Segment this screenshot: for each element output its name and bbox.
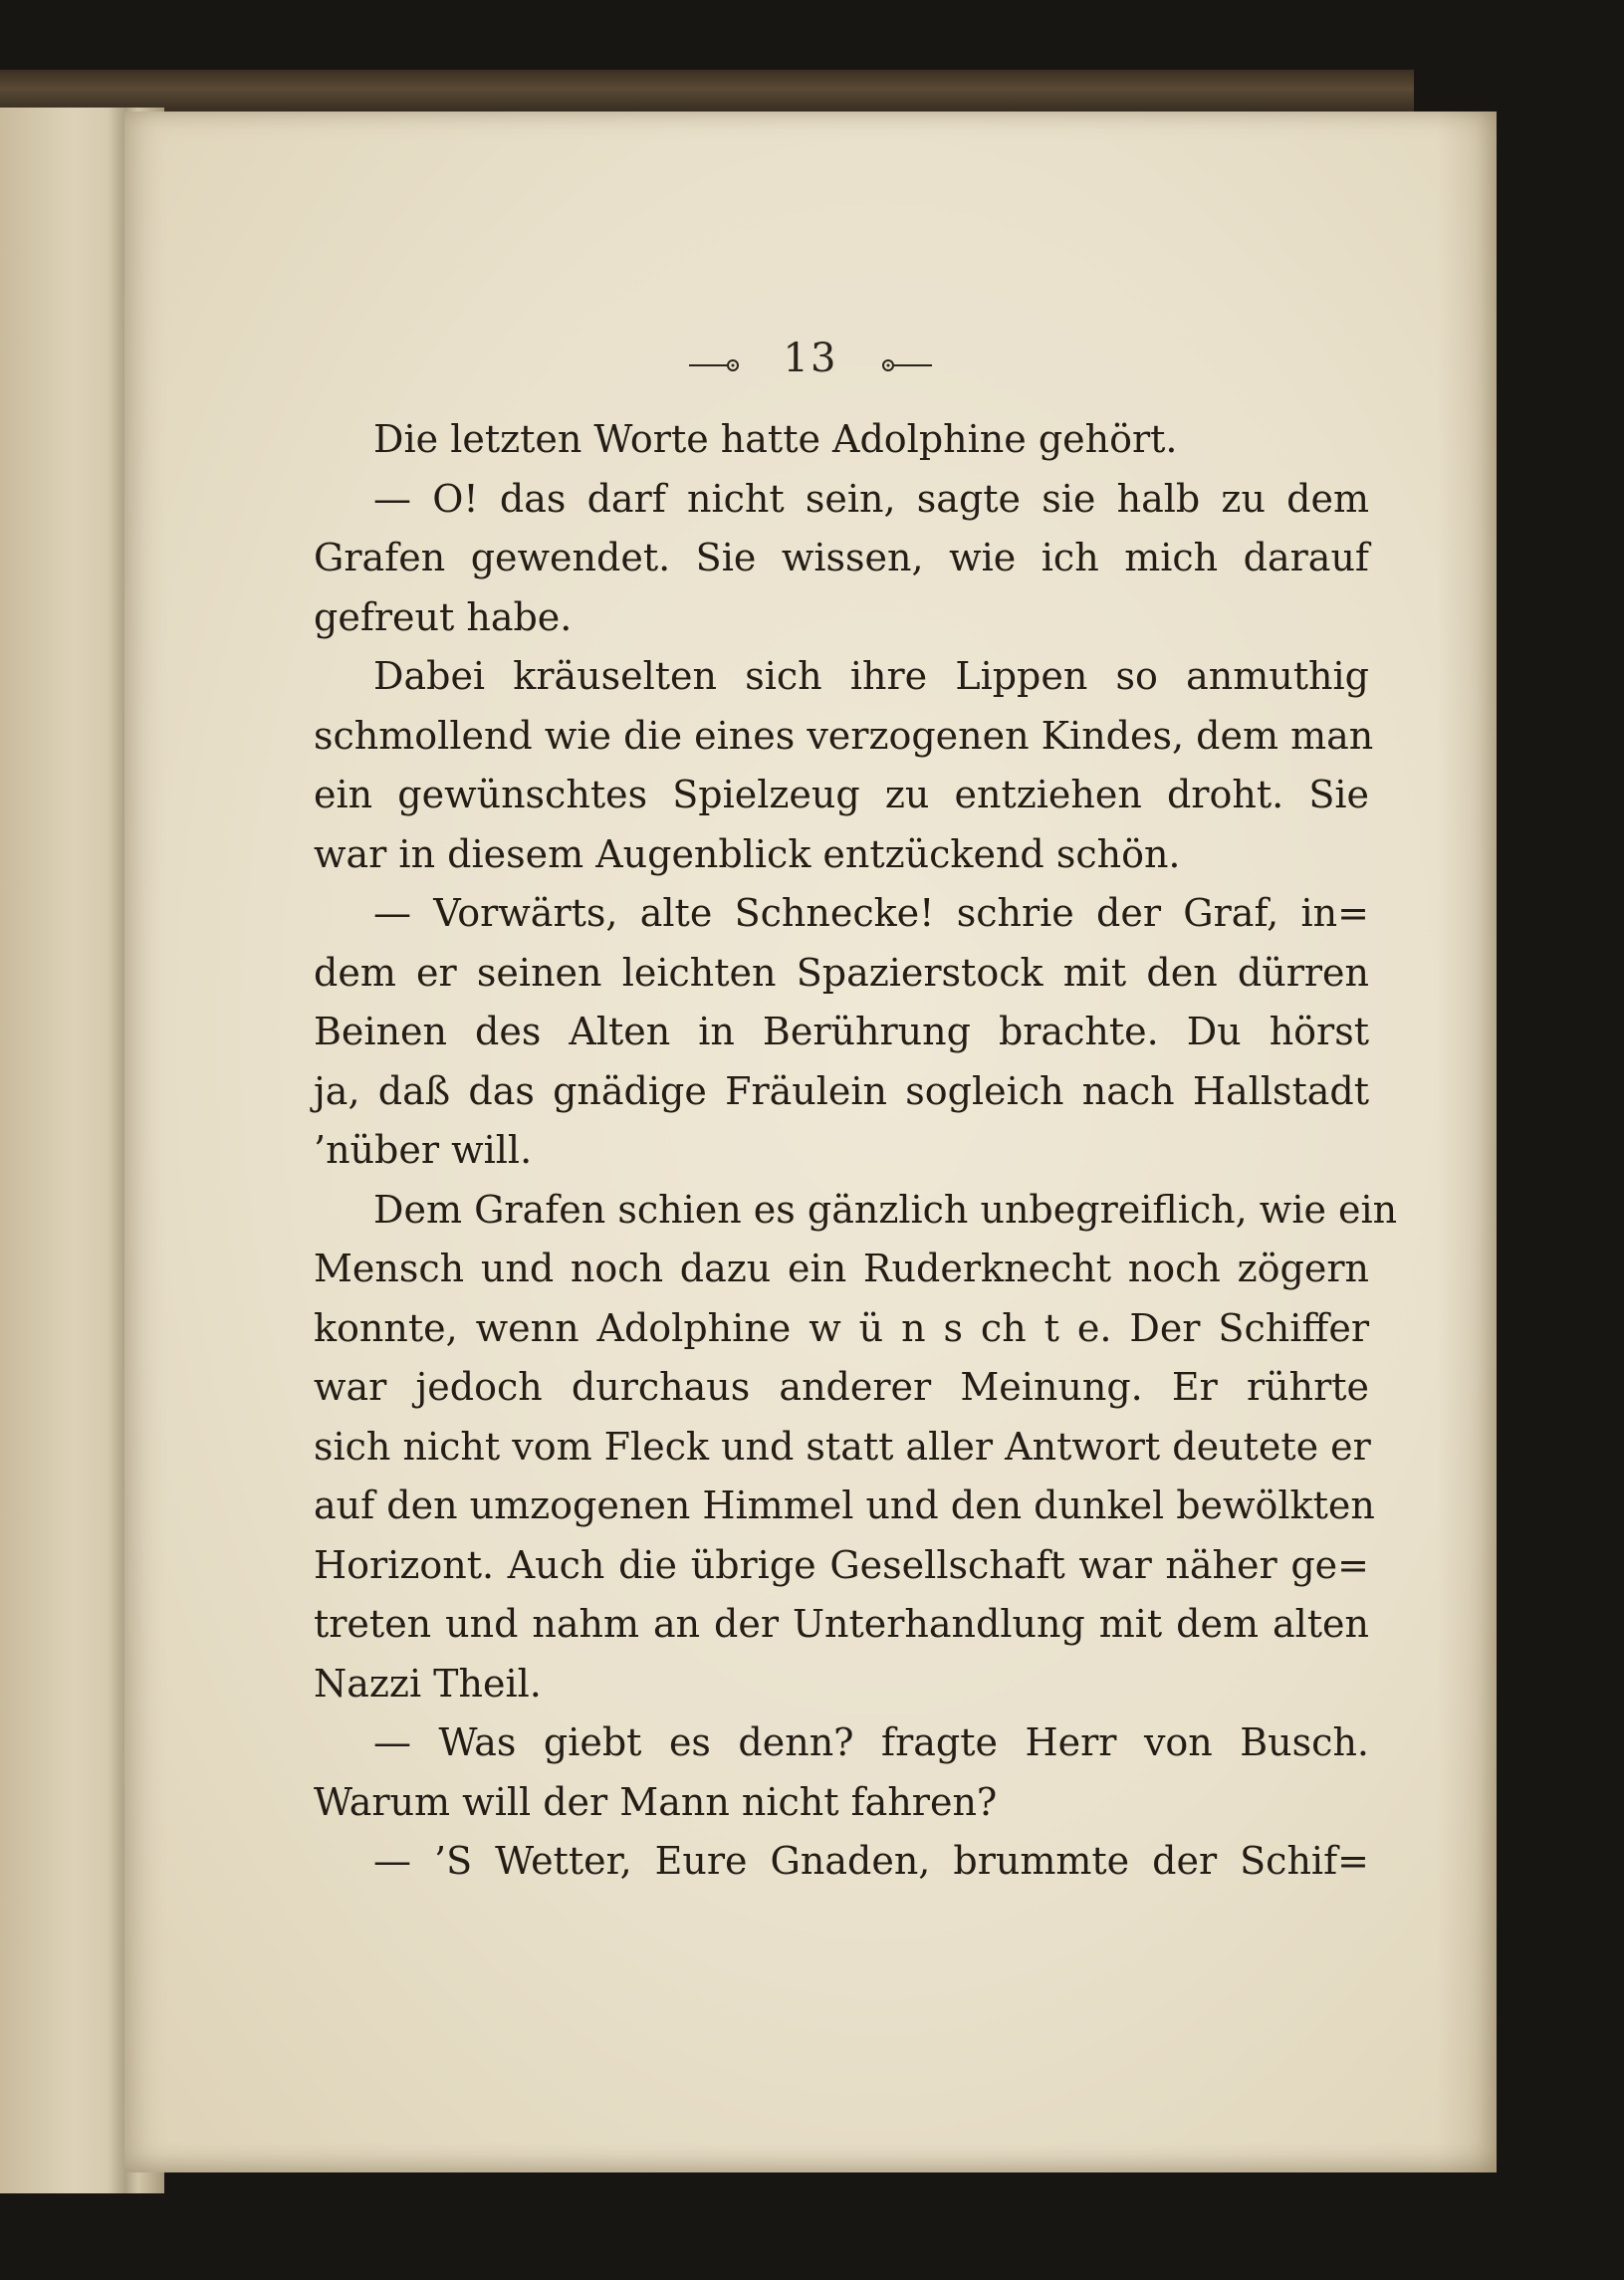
text-line: — ’S Wetter, Eure Gnaden, brummte der Schif= (373, 1839, 1369, 1883)
ornament-left-icon (687, 339, 743, 384)
text-line: Horizont. Auch die übrige Gesellschaft war näher ge= (314, 1542, 1369, 1587)
text-line: Dabei kräuselten sich ihre Lippen so anmuthig (373, 654, 1369, 698)
page-edge-shade (1437, 112, 1497, 2172)
text-line: — Was giebt es denn? fragte Herr von Busch. (373, 1720, 1369, 1764)
text-line: Dem Grafen schien es gänzlich unbegreiflich, wie ein (373, 1187, 1398, 1232)
text-line: konnte, wenn Adolphine w ü n s ch t e. Der Schiffer (314, 1305, 1369, 1350)
text-line: Nazzi Theil. (314, 1661, 542, 1706)
text-line: treten und nahm an der Unterhandlung mit dem alten (314, 1602, 1369, 1646)
text-line: ein gewünschtes Spielzeug zu entziehen droht. Sie (314, 773, 1369, 816)
text-line: war jedoch durchaus anderer Meinung. Er rührte (314, 1365, 1369, 1409)
text-line: Die letzten Worte hatte Adolphine gehört. (373, 417, 1178, 461)
book-page (124, 112, 1497, 2172)
ornament-right-icon (878, 339, 934, 384)
text-line: schmollend wie die eines verzogenen Kindes, dem man (314, 713, 1374, 758)
text-line: Warum will der Mann nicht fahren? (314, 1779, 998, 1824)
book-cover-top-edge (0, 70, 1414, 117)
page-body-text (314, 410, 1398, 1892)
page-header (124, 336, 1497, 384)
text-line: gefreut habe. (314, 594, 573, 639)
text-line: auf den umzogenen Himmel und den dunkel bewölkten (314, 1483, 1375, 1527)
text-line: sich nicht vom Fleck und statt aller Antwort deutete er (314, 1424, 1371, 1469)
text-line: Grafen gewendet. Sie wissen, wie ich mich darauf (314, 536, 1369, 579)
text-line: Beinen des Alten in Berührung brachte. Du hörst (314, 1010, 1369, 1053)
text-line: dem er seinen leichten Spazierstock mit den dürren (314, 950, 1369, 995)
text-line: Mensch und noch dazu ein Ruderknecht noch zögern (314, 1247, 1369, 1290)
text-line: — O! das darf nicht sein, sagte sie halb zu dem (373, 476, 1369, 521)
text-line: ja, daß das gnädige Fräulein sogleich nach Hallstadt (314, 1068, 1369, 1113)
text-line: — Vorwärts, alte Schnecke! schrie der Graf, in= (373, 891, 1369, 935)
page-number: 13 (783, 336, 838, 381)
text-line: war in diesem Augenblick entzückend schön. (314, 831, 1181, 876)
text-line: ’nüber will. (314, 1128, 533, 1172)
